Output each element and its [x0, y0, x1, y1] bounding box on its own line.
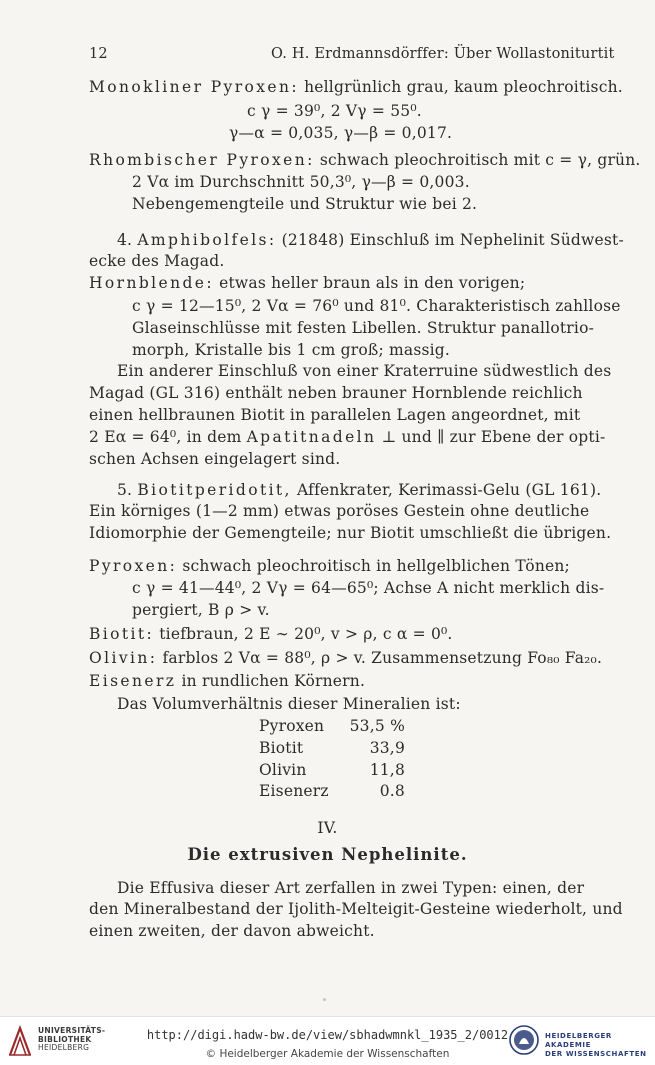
running-title: O. H. Erdmannsdörffer: Über Wollastoniturtit: [271, 46, 615, 62]
text-line: 5. Biotitperidotit, Affenkrater, Kerimassi-Gelu (GL 161).: [117, 481, 602, 499]
table-cell-value: 11,8: [369, 761, 405, 779]
text-line: Glaseinschlüsse mit festen Libellen. Struktur panallotrio-: [132, 319, 595, 337]
spaced-term: Hornblende:: [89, 274, 214, 292]
text-line: Rhombischer Pyroxen: schwach pleochroitisch mit c = γ, grün.: [89, 151, 641, 169]
copyright-notice: © Heidelberger Akademie der Wissenschaften: [205, 1048, 450, 1060]
library-name: UNIVERSITÄTS- BIBLIOTHEK HEIDELBERG: [38, 1026, 106, 1052]
academy-name: HEIDELBERGER AKADEMIE DER WISSENSCHAFTEN: [545, 1032, 647, 1058]
text-line: Pyroxen: schwach pleochroitisch in hellgelblichen Tönen;: [89, 557, 570, 575]
table-cell-mineral: Eisenerz: [259, 782, 329, 800]
table-cell-value: 0.8: [379, 782, 405, 800]
spaced-term: Monokliner Pyroxen:: [89, 78, 299, 96]
text-line: Ein körniges (1—2 mm) etwas poröses Gestein ohne deutliche: [89, 502, 590, 520]
table-cell-mineral: Pyroxen: [259, 717, 325, 735]
text-line: Das Volumverhältnis dieser Mineralien ist:: [117, 695, 461, 713]
spaced-term: Rhombischer Pyroxen:: [89, 151, 315, 169]
spaced-term: Olivin:: [89, 649, 158, 667]
text-line: c γ = 41—44⁰, 2 Vγ = 64—65⁰; Achse A nicht merklich dis-: [132, 579, 605, 597]
table-cell-mineral: Biotit: [259, 739, 304, 757]
text-line: Ein anderer Einschluß von einer Kraterruine südwestlich des: [117, 362, 612, 380]
table-cell-mineral: Olivin: [259, 761, 307, 779]
text-line: Nebengemengteile und Struktur wie bei 2.: [132, 195, 478, 213]
text-line: 2 Vα im Durchschnitt 50,3⁰, γ—β = 0,003.: [132, 173, 470, 191]
table-cell-value: 33,9: [369, 739, 405, 757]
spaced-term: Eisenerz: [89, 672, 177, 690]
viewer-footer: [0, 1016, 655, 1065]
text-line: Olivin: farblos 2 Vα = 88⁰, ρ > v. Zusammensetzung Fo₈₀ Fa₂₀.: [89, 649, 603, 667]
spaced-term: Apatitnadeln: [246, 428, 377, 446]
text-line: einen zweiten, der davon abweicht.: [89, 922, 375, 940]
text-line: Eisenerz in rundlichen Körnern.: [89, 672, 366, 690]
text-line: Hornblende: etwas heller braun als in den vorigen;: [89, 274, 526, 292]
text-line: den Mineralbestand der Ijolith-Melteigit-Gesteine wiederholt, und: [89, 900, 623, 918]
spaced-term: Biotitperidotit,: [137, 481, 292, 499]
spaced-term: Biotit:: [89, 625, 155, 643]
text-line: schen Achsen eingelagert sind.: [89, 450, 341, 468]
text-line: Monokliner Pyroxen: hellgrünlich grau, kaum pleochroitisch.: [89, 78, 623, 96]
text-line: morph, Kristalle bis 1 cm groß; massig.: [132, 341, 451, 359]
text-line: pergiert, B ρ > v.: [132, 601, 270, 619]
text-line: Idiomorphie der Gemengteile; nur Biotit umschließt die übrigen.: [89, 524, 612, 542]
page-number: 12: [89, 46, 108, 62]
section-title: Die extrusiven Nephelinite.: [187, 845, 468, 864]
page-speck: [323, 998, 326, 1001]
text-line: c γ = 12—15⁰, 2 Vα = 76⁰ und 81⁰. Charakteristisch zahllose: [132, 297, 621, 315]
section-number: IV.: [317, 819, 338, 837]
text-line: 4. Amphibolfels: (21848) Einschluß im Nephelinit Südwest-: [117, 231, 624, 249]
permalink-url[interactable]: http://digi.hadw-bw.de/view/sbhadwmnkl_1935_2/0012: [146, 1028, 509, 1042]
text-line: Magad (GL 316) enthält neben brauner Hornblende reichlich: [89, 384, 583, 402]
text-line: Biotit: tiefbraun, 2 E ∼ 20⁰, v > ρ, c α = 0⁰.: [89, 625, 453, 643]
spaced-term: Pyroxen:: [89, 557, 178, 575]
text-line: einen hellbraunen Biotit in parallelen Lagen angeordnet, mit: [89, 406, 581, 424]
academy-seal-icon: [509, 1025, 539, 1055]
text-line: 2 Eα = 64⁰, in dem Apatitnadeln ⊥ und ∥ zur Ebene der opti-: [89, 428, 606, 446]
formula-line: γ—α = 0,035, γ—β = 0,017.: [229, 124, 453, 142]
text-line: Die Effusiva dieser Art zerfallen in zwei Typen: einen, der: [117, 879, 585, 897]
text-line: ecke des Magad.: [89, 252, 225, 270]
formula-line: c γ = 39⁰, 2 Vγ = 55⁰.: [247, 102, 422, 120]
spaced-term: Amphibolfels:: [137, 231, 277, 249]
table-cell-value: 53,5 %: [349, 717, 405, 735]
